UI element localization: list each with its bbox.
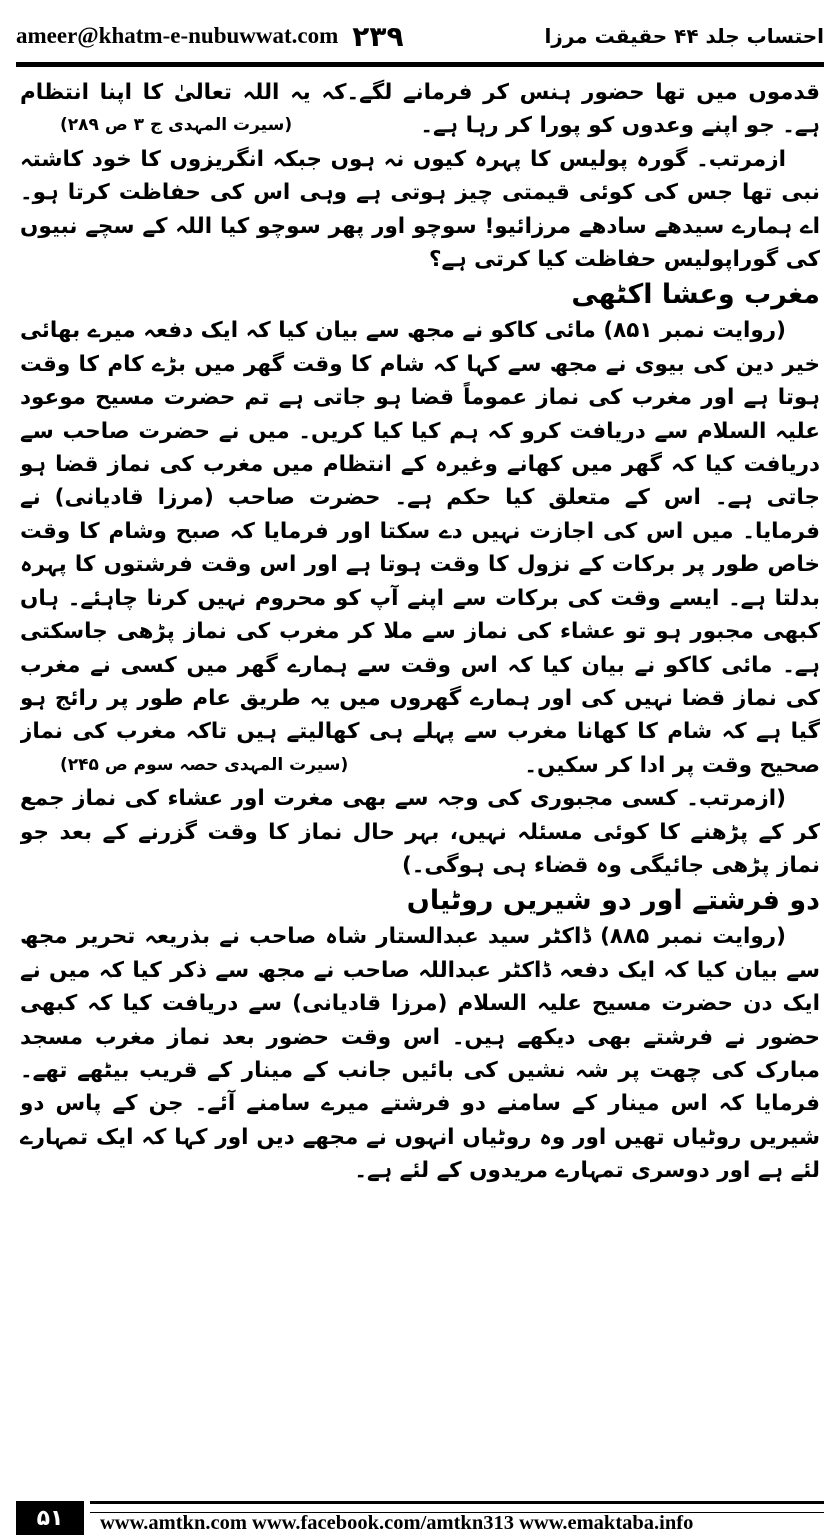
paragraph-5: (روایت نمبر ۸۸۵) ڈاکٹر سید عبدالستار شاہ صاحب نے بذریعہ تحریر مجھ سے بیان کیا کہ ایک دفعہ ڈاکٹر عبداللہ صاحب نے مجھ سے ذکر کیا کہ میں نے ایک دن حضرت مسیح علیہ السلام (مرزا قادیانی) سے دریافت کیا کہ کبھی حضور نے فرشتے بھی دیکھے ہیں۔ اس وقت حضور بعد نماز مغرب مسجد مبارک کی چھت پر شہ نشیں کی بائیں جانب کے مینار کے قریب بیٹھے تھے۔ فرمایا کہ اس مینار کے سامنے دو فرشتے میرے سامنے آئے۔ جن کے پاس دو شیریں روٹیاں تھیں اور وہ روٹیاں انہوں نے مجھے دیں اور کہا کہ ایک تمہارے لئے ہے اور دوسری تمہارے مریدوں کے لئے ہے۔	[20, 924, 820, 1184]
paragraph-3	[20, 314, 820, 782]
section-heading-1: مغرب وعشا اکٹھی	[571, 279, 820, 311]
email-address[interactable]: ameer@khatm-e-nubuwwat.com	[16, 23, 339, 48]
footer-page-number: ۵۱	[16, 1501, 84, 1535]
running-title: احتساب جلد ۴۴ حقیقت مرزا	[544, 24, 824, 48]
footer-links-area	[84, 1501, 824, 1535]
paragraph-4: (ازمرتب۔ کسی مجبوری کی وجہ سے بھی مغرت اور عشاء کی نماز جمع کر کے پڑھنے کا کوئی مسئلہ نہیں، بہر حال نماز کا وقت گزرنے کے بعد جو نماز پڑھی جائیگی وہ قضاء ہی ہوگی۔)	[20, 786, 820, 878]
page-body	[20, 76, 820, 1496]
paragraph-2: ازمرتب۔ گورہ پولیس کا پہرہ کیوں نہ ہوں جبکہ انگریزوں کا خود کاشتہ نبی تھا جس کی کوئی قیمتی چیز ہوتی ہے وہی اس کی حفاظت کرتا ہو۔ اے ہمارے سیدھے سادھے مرزائیو! سوچو اور پھر سوچو کیا اللہ کے سچے نبیوں کی گوراپولیس حفاظت کیا کرتی ہے؟	[20, 146, 820, 273]
reference-2: (سیرت المہدی حصہ سوم ص ۲۴۵)	[60, 754, 349, 775]
paragraph-1-text: قدموں میں تھا حضور ہنس کر فرمانے لگے۔کہ یہ اللہ تعالیٰ کا اپنا انتظام ہے۔ جو اپنے وعدوں کو پورا کر رہا ہے۔	[20, 80, 820, 139]
page-number: ۲۳۹	[352, 19, 404, 53]
header-left	[16, 20, 404, 53]
paragraph-3-text: (روایت نمبر ۸۵۱) مائی کاکو نے مجھ سے بیان کیا کہ ایک دفعہ میرے بھائی خیر دین کی بیوی نے مجھ سے کہا کہ شام کا وقت گھر میں بڑے کام کا وقت ہوتا ہے اور مغرب کی نماز عموماً قضا ہو جاتی ہے تم حضرت مسیح موعود علیہ السلام سے دریافت کرو کہ ہم کیا کیا کریں۔ میں نے حضرت صاحب سے دریافت کیا کہ گھر میں کھانے وغیرہ کے انتظام میں مغرب کی نماز قضا ہو جاتی ہے۔ اس کے متعلق کیا حکم ہے۔ حضرت صاحب (مرزا قادیانی) نے فرمایا۔ میں اس کی اجازت نہیں دے سکتا اور فرمایا کہ صبح وشام کا وقت خاص طور پر برکات کے نزول کا وقت ہوتا ہے اور اس وقت فرشتوں کا پہرہ بدلتا ہے۔ ایسے وقت کی برکات سے اپنے آپ کو محروم نہیں کرنا چاہئے۔ ہاں کبھی مجبور ہو تو عشاء کی نماز سے ملا کر مغرب کی نماز پڑھی جاسکتی ہے۔ مائی کاکو نے بیان کیا کہ اس وقت سے ہمارے گھر میں کسی نے مغرب کی نماز قضا نہیں کی اور ہمارے گھروں میں یہ طریق عام طور پر رائج ہو گیا ہے کہ شام کا کھانا مغرب سے پہلے ہی کھالیتے ہیں تاکہ مغرب کی نماز صحیح وقت پر ادا کر سکیں۔	[20, 318, 820, 778]
page-footer	[16, 1500, 824, 1536]
header-rule	[16, 62, 824, 67]
footer-website-links[interactable]: www.amtkn.com www.facebook.com/amtkn313 www.emaktaba.info	[100, 1512, 694, 1534]
section-heading-2: دو فرشتے اور دو شیریں روٹیاں	[406, 885, 820, 917]
paragraph-1	[20, 76, 820, 143]
reference-1: (سیرت المہدی ج ۳ ص ۲۸۹)	[60, 115, 293, 136]
page-header	[16, 12, 824, 60]
